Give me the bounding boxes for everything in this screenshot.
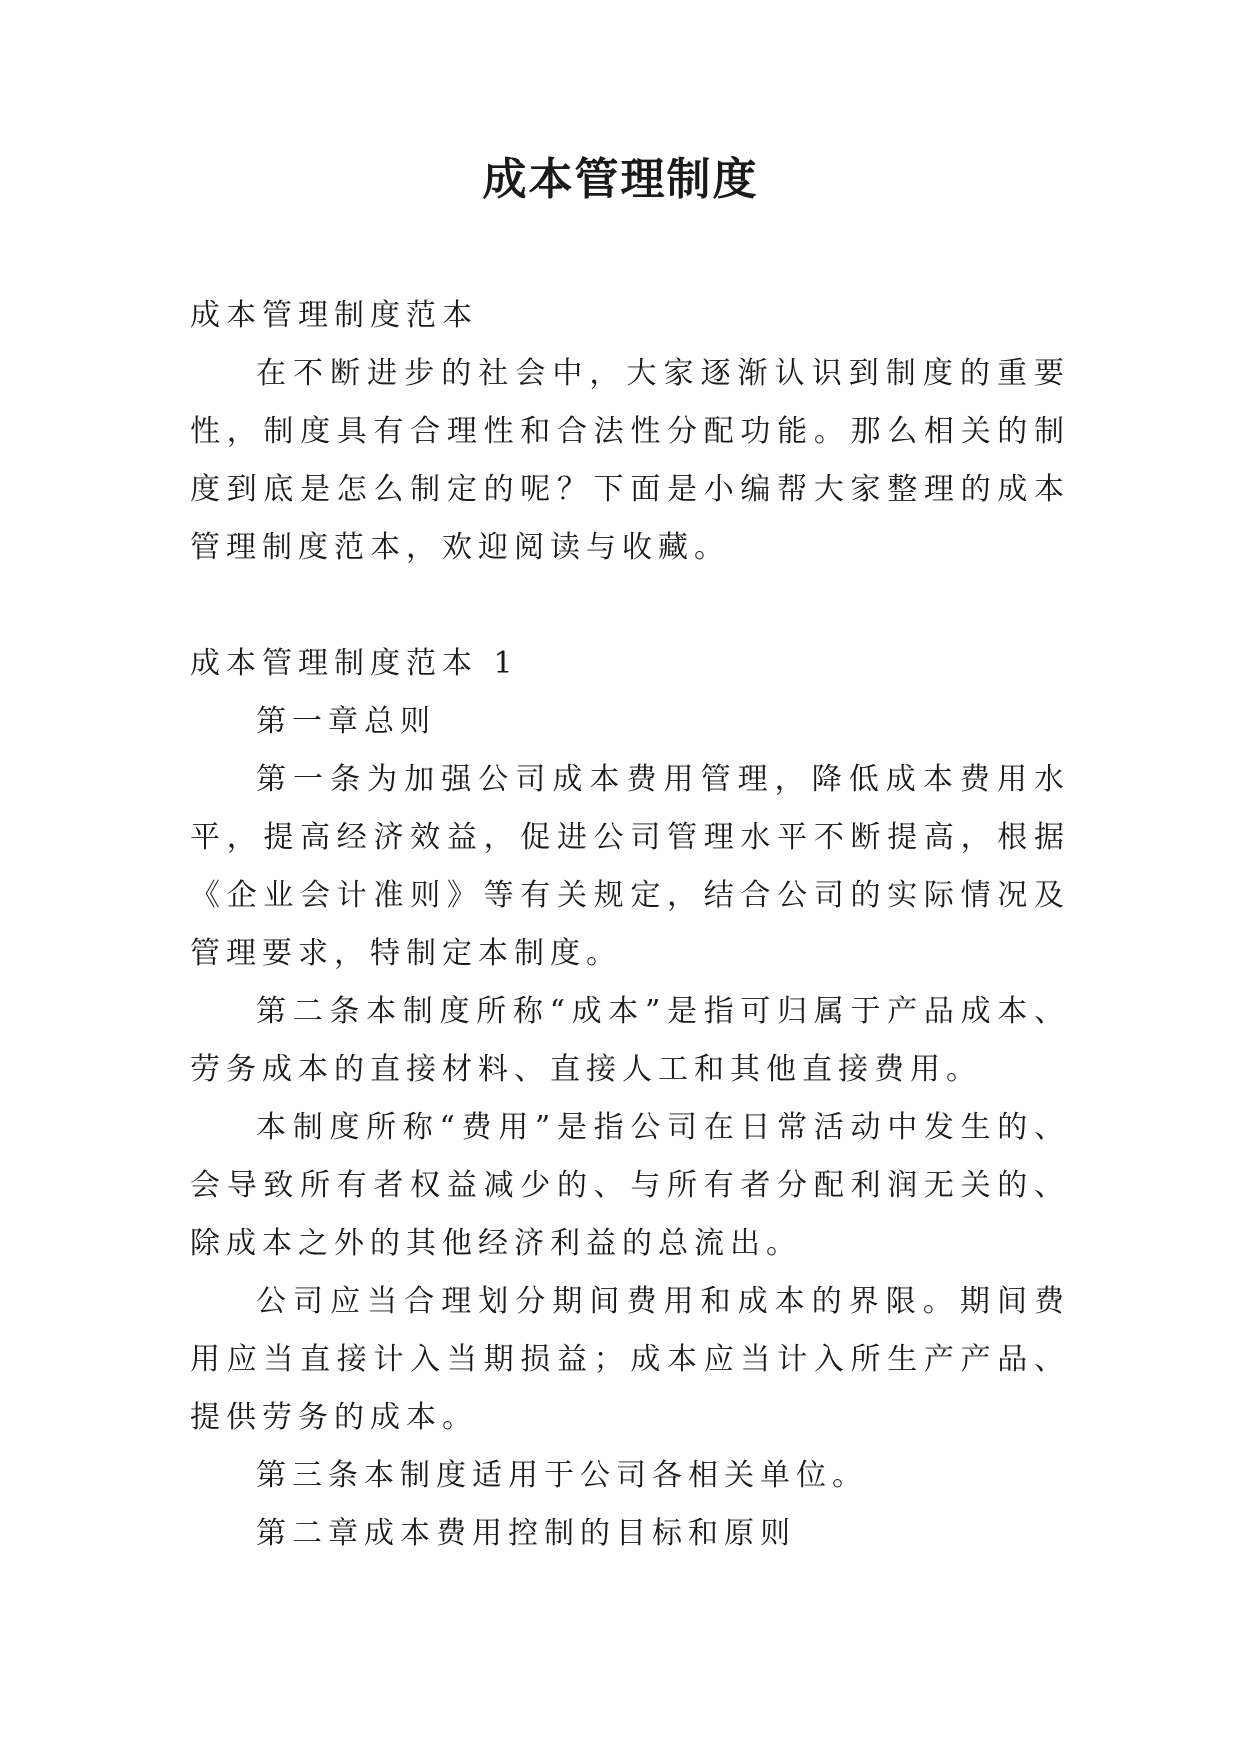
article-paragraph: 第三条本制度适用于公司各相关单位。: [256, 1458, 868, 1493]
article-paragraph: 本制度所称“费用”是指公司在日常活动中发生的、会导致所有者权益减少的、与所有者分配利润无关的、除成本之外的其他经济利益的总流出。: [190, 1110, 1070, 1261]
article-paragraph: 第二条本制度所称“成本”是指可归属于产品成本、劳务成本的直接材料、直接人工和其他直接费用。: [190, 994, 1070, 1087]
chapter-heading: 第二章成本费用控制的目标和原则: [256, 1516, 796, 1551]
chapter-heading: 第一章总则: [256, 704, 436, 739]
article-paragraph: 第一条为加强公司成本费用管理，降低成本费用水平，提高经济效益，促进公司管理水平不断提高，根据《企业会计准则》等有关规定，结合公司的实际情况及管理要求，特制定本制度。: [190, 762, 1070, 971]
article-paragraph: 公司应当合理划分期间费用和成本的界限。期间费用应当直接计入当期损益；成本应当计入所生产产品、提供劳务的成本。: [190, 1284, 1070, 1435]
intro-paragraph: 在不断进步的社会中，大家逐渐认识到制度的重要性，制度具有合理性和合法性分配功能。那么相关的制度到底是怎么制定的呢？下面是小编帮大家整理的成本管理制度范本，欢迎阅读与收藏。: [190, 356, 1070, 565]
sample-heading: 成本管理制度范本 1: [190, 646, 519, 681]
document-title: 成本管理制度: [482, 154, 759, 205]
section-heading: 成本管理制度范本: [190, 298, 478, 333]
document-body: [190, 287, 1070, 1563]
